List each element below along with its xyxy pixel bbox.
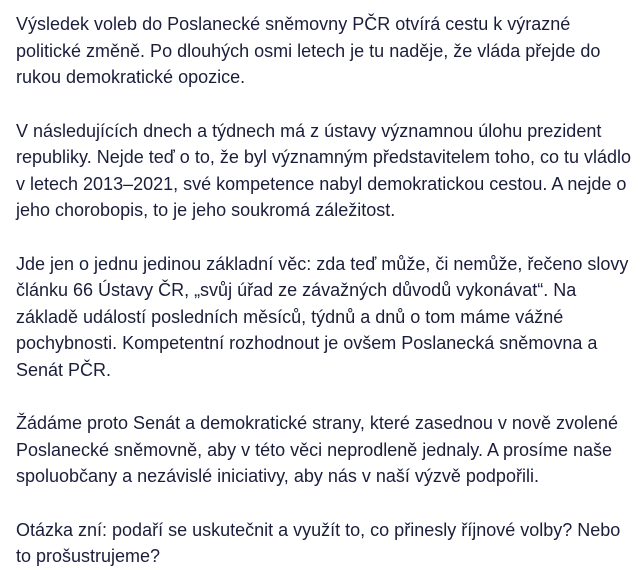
paragraph-appeal: Žádáme proto Senát a demokratické strany, které zasednou v nově zvolené Poslanecké sněmovně, aby v této věci neprodleně jednaly. A prosíme naše spoluobčany a nezávislé iniciativy, aby nás v naší výzvě podpořili.	[16, 413, 618, 486]
paragraph-president-role: V následujících dnech a týdnech má z ústavy významnou úlohu prezident republiky. Nejde teď o to, že byl významným představitelem toho, co tu vládlo v letech 2013–2021, své kompetence nabyl demokratickou cestou. A nejde o jeho chorobopis, to je jeho soukromá záležitost.	[16, 120, 632, 220]
paragraph-election-result: Výsledek voleb do Poslanecké sněmovny PČR otvírá cestu k výrazné politické změně. Po dlouhých osmi letech je tu naděje, že vláda přejde do rukou demokratické opozice.	[16, 14, 601, 87]
paragraph-article-66: Jde jen o jednu jedinou základní věc: zda teď může, či nemůže, řečeno slovy článku 66 Ústavy ČR, „svůj úřad ze závažných důvodů vykonávat“. Na základě událostí posledních měsíců, týdnů a dnů o tom máme vážné pochybnosti. Kompetentní rozhodnout je ovšem Poslanecká sněmovna a Senát PČR.	[16, 253, 629, 380]
article-body	[16, 11, 636, 570]
paragraph-question: Otázka zní: podaří se uskutečnit a využít to, co přinesly říjnové volby? Nebo to prošustrujeme?	[16, 519, 621, 566]
